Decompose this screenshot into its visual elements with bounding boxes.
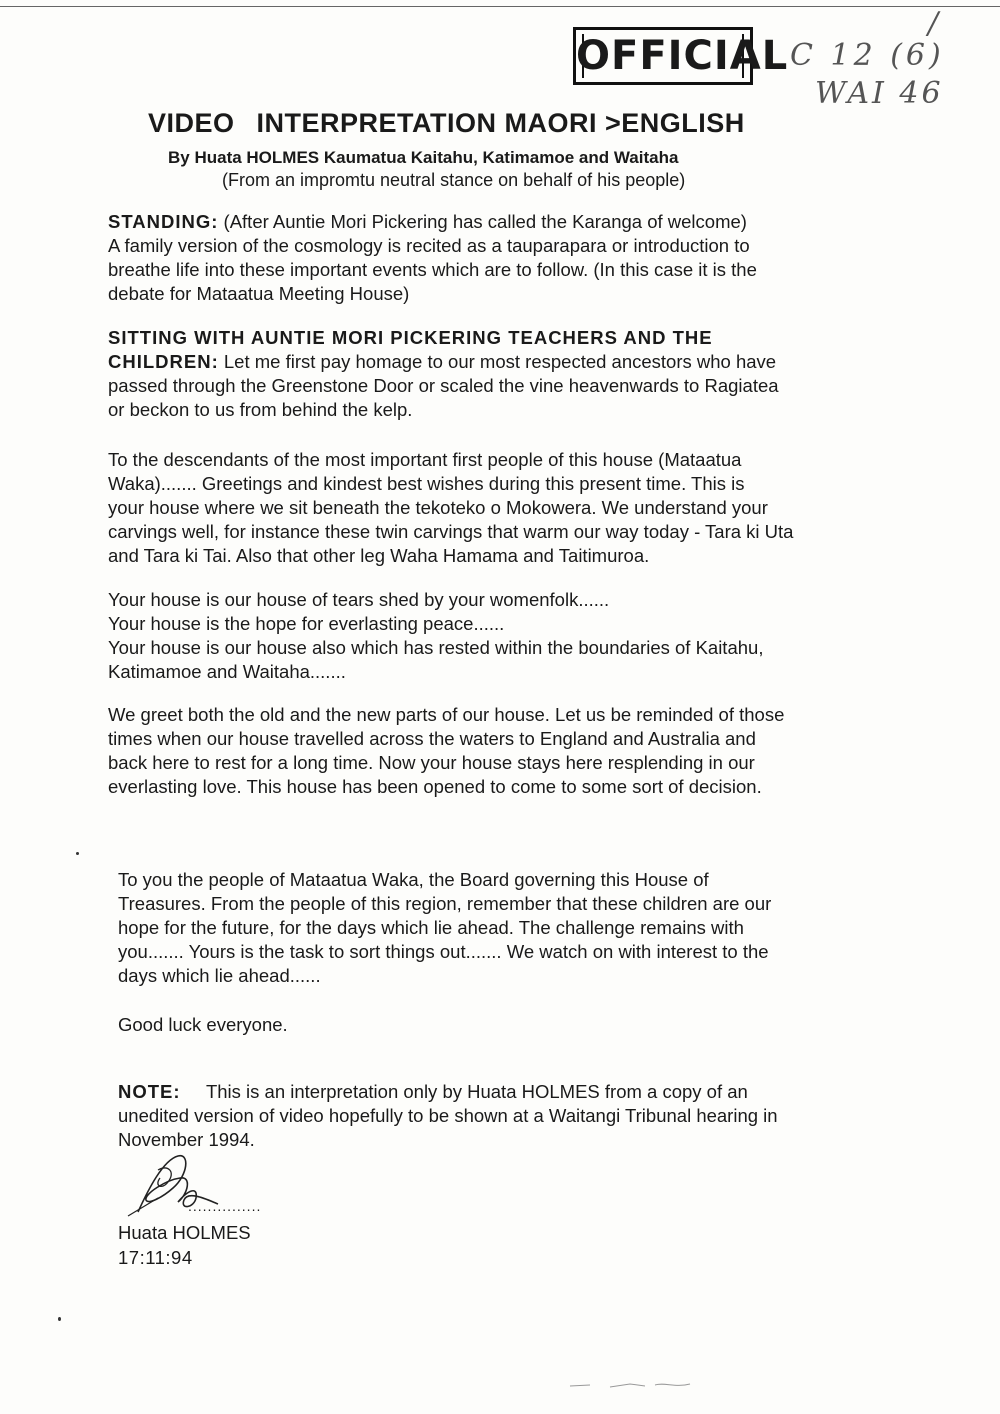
- title-part-1: VIDEO: [148, 108, 235, 138]
- handwritten-reference: C 12 (6): [790, 38, 945, 73]
- scan-smudge: [560, 1378, 700, 1392]
- signature-dotted-line: ...............: [188, 1198, 262, 1214]
- standing-line: debate for Mataatua Meeting House): [108, 283, 410, 304]
- note-label: NOTE:: [118, 1081, 181, 1102]
- people-line: Treasures. From the people of this region, remember that these children are our: [118, 893, 772, 914]
- house-line: Your house is our house also which has rested within the boundaries of Kaitahu,: [108, 637, 764, 658]
- descendants-line: Waka)....... Greetings and kindest best wishes during this present time. This is: [108, 473, 745, 494]
- sitting-label-line-2: CHILDREN:: [108, 351, 219, 372]
- standing-line: A family version of the cosmology is recited as a tauparapara or introduction to: [108, 235, 750, 256]
- signature-date: 17:11:94: [118, 1247, 193, 1268]
- document-title: [148, 108, 745, 139]
- note-paragraph: [118, 1080, 878, 1152]
- greet-paragraph: [108, 703, 868, 799]
- standing-paragraph: [108, 210, 868, 306]
- standing-line: breathe life into these important events which are to follow. (In this case it is the: [108, 259, 757, 280]
- official-stamp: [573, 27, 789, 85]
- scan-speck: [76, 852, 79, 855]
- descendants-line: To the descendants of the most important first people of this house (Mataatua: [108, 449, 742, 470]
- scan-edge-line: [0, 6, 1000, 7]
- people-line: you....... Yours is the task to sort things out....... We watch on with interest to the: [118, 941, 769, 962]
- greet-line: times when our house travelled across the waters to England and Australia and: [108, 728, 756, 749]
- scan-speck: [58, 1317, 61, 1321]
- people-line: To you the people of Mataatua Waka, the Board governing this House of: [118, 869, 709, 890]
- signatory-name: Huata HOLMES: [118, 1222, 251, 1243]
- note-line: unedited version of video hopefully to be shown at a Waitangi Tribunal hearing in: [118, 1105, 778, 1126]
- sitting-line: Let me first pay homage to our most respected ancestors who have: [223, 351, 777, 372]
- house-line: Your house is the hope for everlasting peace......: [108, 613, 505, 634]
- people-paragraph: [118, 868, 878, 988]
- stamp-text: OFFICIAL: [576, 33, 789, 79]
- title-part-2: INTERPRETATION MAORI >ENGLISH: [256, 108, 745, 138]
- note-line: This is an interpretation only by Huata HOLMES from a copy of an: [205, 1081, 748, 1102]
- house-line: Your house is our house of tears shed by your womenfolk......: [108, 589, 610, 610]
- standing-line: (After Auntie Mori Pickering has called the Karanga of welcome): [223, 211, 747, 232]
- sitting-line: passed through the Greenstone Door or scaled the vine heavenwards to Ragiatea: [108, 375, 779, 396]
- people-line: hope for the future, for the days which lie ahead. The challenge remains with: [118, 917, 744, 938]
- greet-line: everlasting love. This house has been opened to come to some sort of decision.: [108, 776, 762, 797]
- sitting-paragraph: [108, 326, 868, 422]
- house-line: Katimamoe and Waitaha.......: [108, 661, 346, 682]
- standing-label: STANDING:: [108, 211, 219, 232]
- greet-line: We greet both the old and the new parts of our house. Let us be reminded of those: [108, 704, 785, 725]
- greet-line: back here to rest for a long time. Now your house stays here resplending in our: [108, 752, 755, 773]
- descendants-paragraph: [108, 448, 868, 568]
- byline: By Huata HOLMES Kaumatua Kaitahu, Katimamoe and Waitaha: [168, 148, 679, 167]
- sitting-line: or beckon to us from behind the kelp.: [108, 399, 413, 420]
- context-note: (From an impromtu neutral stance on behalf of his people): [222, 170, 686, 190]
- descendants-line: and Tara ki Tai. Also that other leg Waha Hamama and Taitimuroa.: [108, 545, 650, 566]
- descendants-line: carvings well, for instance these twin carvings that warm our way today - Tara ki Uta: [108, 521, 794, 542]
- handwritten-check-mark: /: [928, 6, 939, 41]
- note-line: November 1994.: [118, 1129, 255, 1150]
- closing-line: Good luck everyone.: [118, 1014, 288, 1035]
- house-paragraph: [108, 588, 868, 684]
- people-line: days which lie ahead......: [118, 965, 321, 986]
- descendants-line: your house where we sit beneath the tekoteko o Mokowera. We understand your: [108, 497, 768, 518]
- sitting-label-line-1: SITTING WITH AUNTIE MORI PICKERING TEACHERS AND THE: [108, 327, 713, 348]
- handwritten-wai-number: WAI 46: [815, 76, 944, 111]
